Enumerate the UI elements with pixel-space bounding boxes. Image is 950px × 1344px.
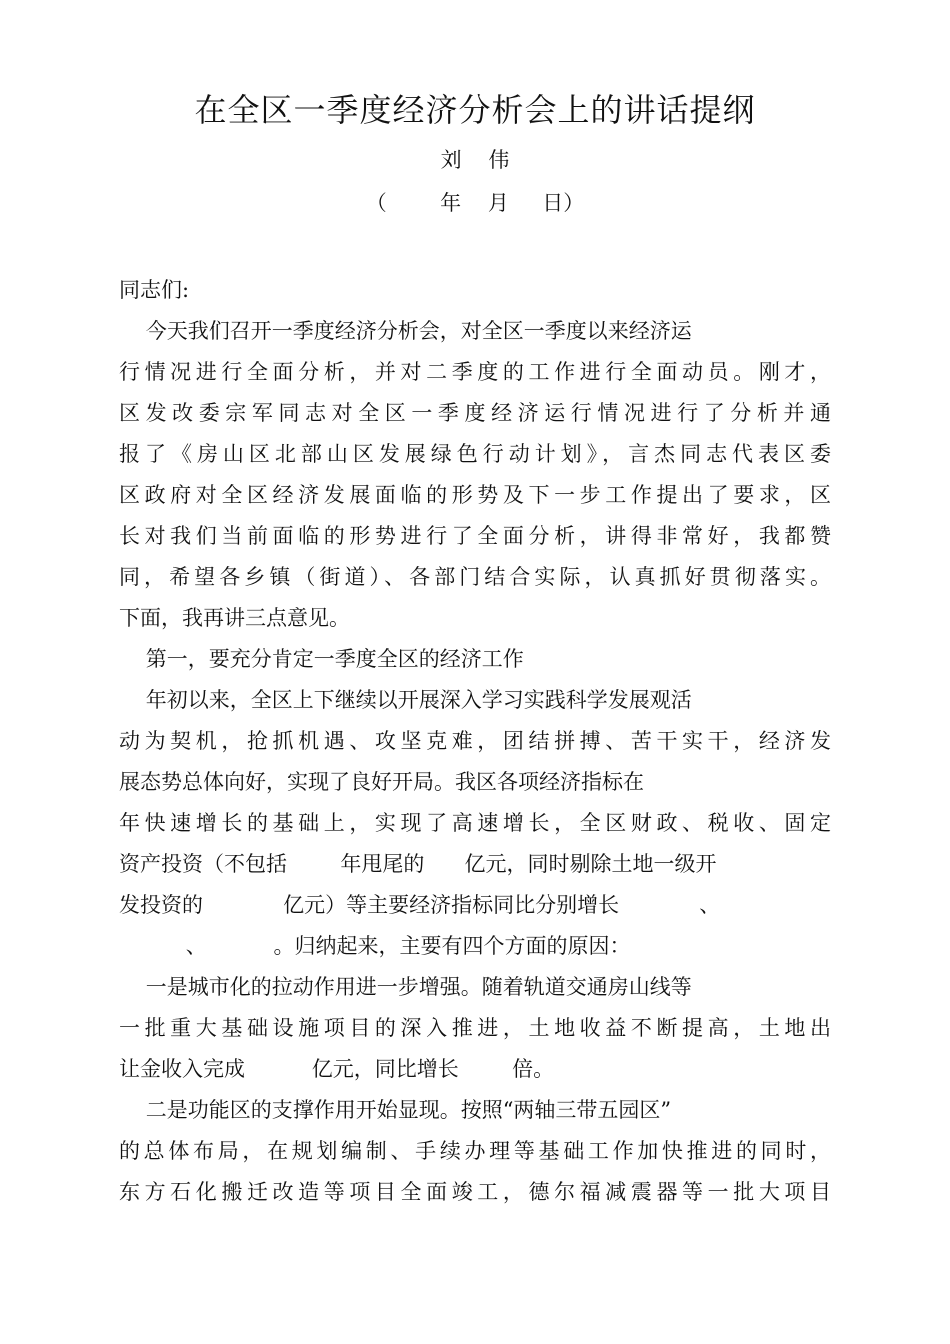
body-line: 年快速增长的基础上，实现了高速增长，全区财政、税收、固定	[119, 811, 831, 835]
body-line: 展态势总体向好，实现了良好开局。我区各项经济指标在	[119, 770, 644, 794]
body-line: 一是城市化的拉动作用进一步增强。随着轨道交通房山线等	[119, 975, 692, 999]
body-line: 同，希望各乡镇（街道）、各部门结合实际，认真抓好贯彻落实。	[119, 565, 831, 589]
body-line: 下面，我再讲三点意见。	[119, 606, 350, 630]
body-line: 一批重大基础设施项目的深入推进，土地收益不断提高，土地出	[119, 1016, 831, 1040]
body-line: 发投资的 亿元）等主要经济指标同比分别增长 、	[119, 893, 721, 917]
document-title: 在全区一季度经济分析会上的讲话提纲	[194, 91, 756, 129]
body-line: 二是功能区的支撑作用开始显现。按照“两轴三带五园区”	[119, 1098, 672, 1122]
body-line: 今天我们召开一季度经济分析会，对全区一季度以来经济运	[119, 319, 692, 343]
document-date: （ 年 月 日）	[365, 191, 585, 215]
body-line: 动为契机，抢抓机遇、攻坚克难，团结拼搏、苦干实干，经济发	[119, 729, 831, 753]
body-line: 区发改委宗军同志对全区一季度经济运行情况进行了分析并通	[119, 401, 831, 425]
body-line: 报了《房山区北部山区发展绿色行动计划》，言杰同志代表区委	[119, 442, 831, 466]
body-line: 、 。归纳起来，主要有四个方面的原因：	[119, 934, 631, 958]
salutation: 同志们:	[119, 278, 190, 302]
body-line: 资产投资（不包括 年甩尾的 亿元，同时剔除土地一级开	[119, 852, 717, 876]
document-body	[119, 270, 831, 1213]
body-line: 长对我们当前面临的形势进行了全面分析，讲得非常好，我都赞	[119, 524, 831, 548]
body-line: 的总体布局，在规划编制、手续办理等基础工作加快推进的同时，	[119, 1139, 831, 1163]
body-line: 让金收入完成 亿元，同比增长 倍。	[119, 1057, 555, 1081]
body-line: 年初以来，全区上下继续以开展深入学习实践科学发展观活	[119, 688, 692, 712]
body-line: 东方石化搬迁改造等项目全面竣工，德尔福减震器等一批大项目	[119, 1180, 831, 1204]
body-line: 行情况进行全面分析，并对二季度的工作进行全面动员。刚才，	[119, 360, 831, 384]
author-name: 刘 伟	[440, 148, 510, 172]
section-heading: 第一，要充分肯定一季度全区的经济工作	[119, 647, 524, 671]
body-line: 区政府对全区经济发展面临的形势及下一步工作提出了要求，区	[119, 483, 831, 507]
